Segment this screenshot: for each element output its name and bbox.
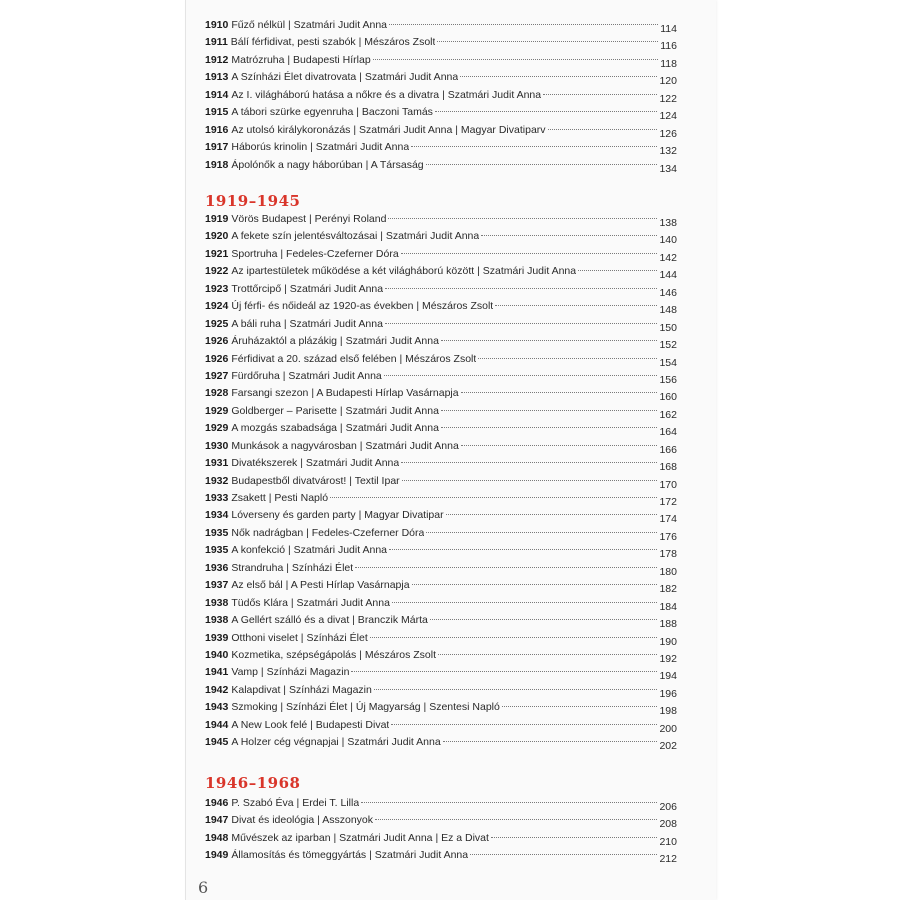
dot-leader [355, 567, 657, 568]
toc-entry-year: 1930 [205, 439, 229, 452]
toc-entry-title: P. Szabó Éva | Erdei T. Lilla [231, 797, 360, 809]
toc-entry [205, 542, 677, 559]
toc-entry-year: 1949 [205, 849, 229, 862]
section-heading-1946-1968: 1946–1968 [205, 774, 301, 792]
toc-entry-title: Szmoking | Színházi Élet | Új Magyarság | Szentesi Napló [231, 701, 500, 714]
toc-entry-page: 148 [659, 304, 677, 316]
dot-leader [495, 305, 657, 306]
toc-entry [205, 139, 677, 156]
toc-entry-title: A Gellért szálló és a divat | Branczik Márta [231, 614, 428, 627]
toc-section-1946-1968 [205, 795, 677, 865]
toc-entry [205, 630, 677, 647]
toc-entry-page: 210 [659, 835, 677, 848]
toc-entry [205, 385, 677, 402]
toc-entry-page: 212 [659, 853, 677, 865]
dot-leader [373, 59, 659, 60]
toc-entry-title: Farsangi szezon | A Budapesti Hírlap Vasárnapja [231, 387, 459, 400]
toc-entry-year: 1947 [205, 814, 229, 827]
toc-entry [205, 507, 677, 524]
dot-leader [430, 619, 658, 620]
dot-leader [402, 480, 658, 481]
dot-leader [385, 288, 657, 289]
toc-entry-year: 1926 [205, 352, 229, 365]
dot-leader [470, 854, 657, 855]
toc-entry [205, 157, 677, 174]
toc-entry [205, 211, 677, 228]
toc-entry-page: 120 [659, 75, 677, 87]
toc-entry [205, 351, 677, 368]
toc-entry-title: Matrózruha | Budapesti Hírlap [231, 53, 371, 66]
toc-entry [205, 122, 677, 139]
dot-leader [543, 94, 657, 95]
dot-leader [437, 41, 658, 42]
dot-leader [361, 802, 657, 803]
toc-entry [205, 664, 677, 681]
dot-leader [412, 584, 658, 585]
toc-entry-page: 208 [659, 818, 677, 830]
section-heading-1919-1945: 1919–1945 [205, 192, 301, 210]
toc-entry [205, 560, 677, 577]
toc-entry-title: A konfekció | Szatmári Judit Anna [231, 544, 388, 557]
toc-entry-year: 1935 [205, 544, 229, 557]
toc-entry [205, 734, 677, 751]
dot-leader [389, 24, 658, 25]
toc-entry-title: Zsakett | Pesti Napló [231, 492, 329, 504]
toc-entry-page: 176 [659, 530, 677, 543]
toc-entry-title: Az első bál | A Pesti Hírlap Vasárnapja [231, 579, 410, 592]
toc-entry-year: 1922 [205, 265, 229, 278]
toc-entry-page: 146 [659, 286, 677, 299]
toc-entry-page: 182 [659, 583, 677, 595]
toc-entry-title: Az ipartestületek működése a két világháború között | Szatmári Judit Anna [231, 265, 577, 278]
toc-entry-title: Kozmetika, szépségápolás | Mészáros Zsolt [231, 648, 437, 661]
toc-entry-year: 1946 [205, 797, 229, 809]
toc-entry-page: 196 [659, 687, 677, 700]
toc-entry [205, 525, 677, 542]
toc-entry-page: 188 [659, 618, 677, 630]
toc-entry-year: 1923 [205, 282, 229, 295]
toc-entry-title: Tüdős Klára | Szatmári Judit Anna [231, 596, 390, 609]
toc-entry-year: 1944 [205, 718, 229, 731]
dot-leader [461, 392, 658, 393]
toc-entry-year: 1929 [205, 422, 229, 435]
toc-entry-page: 190 [659, 635, 677, 647]
toc-entry [205, 830, 677, 847]
toc-entry-page: 206 [659, 801, 677, 813]
dot-leader [375, 819, 657, 820]
toc-entry-title: A Színházi Élet divatrovata | Szatmári Judit Anna [231, 71, 459, 84]
dot-leader [384, 375, 658, 376]
toc-entry-year: 1943 [205, 701, 229, 714]
toc-entry-page: 184 [659, 600, 677, 613]
toc-entry-title: Az utolsó királykoronázás | Szatmári Judit Anna | Magyar Divatiparv [231, 123, 546, 136]
toc-entry-page: 126 [659, 127, 677, 140]
dot-leader [548, 129, 658, 130]
dot-leader [391, 724, 657, 725]
toc-entry [205, 104, 677, 121]
toc-entry-year: 1913 [205, 71, 229, 84]
toc-entry-page: 154 [659, 356, 677, 368]
dot-leader [502, 706, 658, 707]
toc-entry [205, 281, 677, 298]
toc-entry-year: 1939 [205, 631, 229, 644]
toc-entry-year: 1925 [205, 317, 229, 330]
toc-entry-page: 174 [659, 513, 677, 525]
toc-entry-title: Divat és ideológia | Asszonyok [231, 814, 373, 827]
toc-entry-title: Ápolónők a nagy háborúban | A Társaság [231, 158, 424, 171]
toc-entry-year: 1916 [205, 123, 229, 136]
toc-entry [205, 795, 677, 812]
toc-entry-year: 1931 [205, 457, 229, 470]
toc-entry-page: 200 [659, 722, 677, 735]
toc-entry-year: 1942 [205, 683, 229, 696]
toc-entry [205, 455, 677, 472]
toc-entry-title: Kalapdivat | Színházi Magazin [231, 683, 372, 696]
toc-entry-year: 1926 [205, 335, 229, 348]
toc-entry [205, 473, 677, 490]
toc-entry [205, 87, 677, 104]
toc-entry-year: 1935 [205, 526, 229, 539]
toc-entry-page: 142 [659, 251, 677, 264]
toc-entry-title: Fürdőruha | Szatmári Judit Anna [231, 369, 382, 382]
toc-entry-title: A Holzer cég végnapjai | Szatmári Judit Anna [231, 736, 441, 749]
toc-entry [205, 438, 677, 455]
toc-entry-year: 1910 [205, 19, 229, 31]
dot-leader [401, 462, 657, 463]
toc-entry [205, 298, 677, 315]
dot-leader [578, 270, 657, 271]
toc-entry-title: Áruházaktól a plázákig | Szatmári Judit Anna [231, 335, 439, 348]
toc-entry-title: Nők nadrágban | Fedeles-Czeferner Dóra [231, 526, 425, 539]
toc-entry [205, 52, 677, 69]
toc-entry-page: 202 [659, 740, 677, 752]
toc-entry-year: 1934 [205, 509, 229, 522]
dot-leader [461, 445, 658, 446]
dot-leader [441, 427, 658, 428]
toc-entry-page: 178 [659, 548, 677, 560]
toc-entry [205, 577, 677, 594]
toc-entry-title: Lóverseny és garden party | Magyar Divatipar [231, 509, 444, 522]
toc-entry-title: Budapestből divatvárost! | Textil Ipar [231, 474, 400, 487]
toc-entry-page: 144 [659, 269, 677, 281]
dot-leader [441, 410, 658, 411]
toc-entry-title: A mozgás szabadsága | Szatmári Judit Anna [231, 422, 439, 435]
toc-entry-page: 116 [660, 40, 677, 52]
dot-leader [426, 164, 658, 165]
toc-entry-page: 156 [659, 373, 677, 386]
toc-entry-year: 1928 [205, 387, 229, 400]
toc-entry-year: 1936 [205, 561, 229, 574]
toc-entry [205, 34, 677, 51]
toc-entry-page: 138 [659, 217, 677, 229]
toc-entry-year: 1938 [205, 614, 229, 627]
dot-leader [411, 146, 657, 147]
toc-entry-title: Otthoni viselet | Színházi Élet [231, 631, 368, 644]
toc-entry-page: 150 [659, 321, 677, 334]
toc-entry-page: 152 [659, 339, 677, 351]
toc-section-1910s [205, 17, 677, 174]
toc-entry-title: A fekete szín jelentésváltozásai | Szatmári Judit Anna [231, 230, 480, 243]
dot-leader [491, 837, 658, 838]
toc-entry [205, 69, 677, 86]
dot-leader [385, 323, 658, 324]
toc-entry-page: 162 [659, 408, 677, 421]
toc-section-1919-1945 [205, 211, 677, 752]
toc-entry-title: Vörös Budapest | Perényi Roland [231, 213, 387, 225]
toc-entry-page: 168 [659, 461, 677, 473]
toc-entry-page: 180 [659, 565, 677, 578]
toc-entry [205, 812, 677, 829]
dot-leader [460, 76, 657, 77]
toc-entry-year: 1940 [205, 648, 229, 661]
toc-entry-year: 1941 [205, 666, 229, 679]
dot-leader [370, 637, 658, 638]
toc-entry-title: A tábori szürke egyenruha | Baczoni Tamás [231, 106, 433, 119]
toc-entry-year: 1945 [205, 736, 229, 749]
toc-entry-title: Sportruha | Fedeles-Czeferner Dóra [231, 247, 399, 260]
toc-entry-page: 194 [659, 670, 677, 682]
toc-entry-title: A New Look felé | Budapesti Divat [231, 718, 390, 731]
page-number: 6 [198, 878, 209, 897]
toc-entry-page: 132 [659, 145, 677, 157]
toc-entry [205, 420, 677, 437]
toc-entry [205, 368, 677, 385]
toc-entry-page: 192 [659, 652, 677, 665]
toc-entry-year: 1933 [205, 492, 229, 504]
toc-entry-title: Fűző nélkül | Szatmári Judit Anna [231, 19, 387, 31]
toc-entry-page: 124 [659, 110, 677, 122]
toc-entry [205, 17, 677, 34]
toc-entry [205, 612, 677, 629]
toc-entry-title: Munkások a nagyvárosban | Szatmári Judit Anna [231, 439, 459, 452]
dot-leader [481, 235, 657, 236]
toc-entry-title: Férfidivat a 20. század első felében | Mészáros Zsolt [231, 352, 477, 365]
toc-entry-title: Trottőrcipő | Szatmári Judit Anna [231, 282, 384, 295]
toc-entry [205, 403, 677, 420]
toc-entry-year: 1927 [205, 369, 229, 382]
toc-entry-year: 1938 [205, 596, 229, 609]
toc-entry-title: Háborús krinolin | Szatmári Judit Anna [231, 141, 410, 154]
toc-entry [205, 682, 677, 699]
dot-leader [438, 654, 657, 655]
dot-leader [401, 253, 658, 254]
toc-entry-title: Bálí férfidivat, pesti szabók | Mészáros Zsolt [230, 36, 436, 49]
dot-leader [374, 689, 658, 690]
dot-leader [426, 532, 657, 533]
toc-entry-year: 1920 [205, 230, 229, 243]
toc-entry-title: Strandruha | Színházi Élet [231, 561, 354, 574]
toc-entry [205, 246, 677, 263]
toc-entry-page: 118 [660, 57, 677, 70]
toc-entry-year: 1932 [205, 474, 229, 487]
toc-entry [205, 228, 677, 245]
dot-leader [330, 497, 657, 498]
toc-entry [205, 490, 677, 507]
toc-entry [205, 717, 677, 734]
dot-leader [435, 111, 658, 112]
toc-entry-page: 198 [659, 705, 677, 717]
toc-entry-year: 1919 [205, 213, 229, 225]
toc-entry-year: 1914 [205, 88, 229, 101]
toc-entry [205, 847, 677, 864]
toc-entry-year: 1918 [205, 158, 229, 171]
toc-entry-year: 1924 [205, 300, 229, 313]
toc-entry-title: Az I. világháború hatása a nőkre és a divatra | Szatmári Judit Anna [231, 88, 542, 101]
toc-entry [205, 595, 677, 612]
toc-entry-page: 160 [659, 391, 677, 403]
toc-entry-title: A báli ruha | Szatmári Judit Anna [231, 317, 383, 330]
toc-entry [205, 699, 677, 716]
dot-leader [446, 514, 658, 515]
toc-entry [205, 333, 677, 350]
toc-entry-page: 170 [659, 478, 677, 490]
toc-entry-year: 1911 [205, 36, 228, 49]
toc-entry-year: 1917 [205, 141, 229, 154]
toc-entry-title: Divatékszerek | Szatmári Judit Anna [231, 457, 400, 470]
dot-leader [478, 358, 657, 359]
toc-entry [205, 316, 677, 333]
toc-entry-year: 1937 [205, 579, 229, 592]
toc-entry [205, 647, 677, 664]
dot-leader [392, 602, 658, 603]
toc-entry [205, 263, 677, 280]
toc-entry-year: 1929 [205, 404, 229, 417]
toc-entry-page: 134 [659, 162, 677, 174]
toc-entry-title: Új férfi- és nőideál az 1920-as években | Mészáros Zsolt [231, 300, 494, 313]
toc-entry-title: Goldberger – Parisette | Szatmári Judit Anna [231, 404, 439, 417]
toc-entry-year: 1912 [205, 53, 229, 66]
toc-entry-title: Művészek az iparban | Szatmári Judit Anna | Ez a Divat [231, 831, 489, 844]
dot-leader [441, 340, 658, 341]
toc-entry-page: 122 [659, 92, 677, 105]
toc-entry-title: Államosítás és tömeggyártás | Szatmári Judit Anna [231, 849, 469, 862]
toc-entry-year: 1921 [205, 247, 229, 260]
dot-leader [351, 671, 657, 672]
dot-leader [389, 549, 657, 550]
toc-entry-page: 114 [660, 23, 677, 35]
toc-entry-page: 166 [659, 443, 677, 456]
dot-leader [388, 218, 657, 219]
toc-entry-page: 140 [659, 234, 677, 246]
toc-entry-page: 172 [659, 496, 677, 508]
toc-entry-title: Vamp | Színházi Magazin [231, 666, 350, 679]
dot-leader [443, 741, 658, 742]
toc-entry-page: 164 [659, 426, 677, 438]
toc-entry-year: 1915 [205, 106, 229, 119]
toc-entry-year: 1948 [205, 831, 229, 844]
